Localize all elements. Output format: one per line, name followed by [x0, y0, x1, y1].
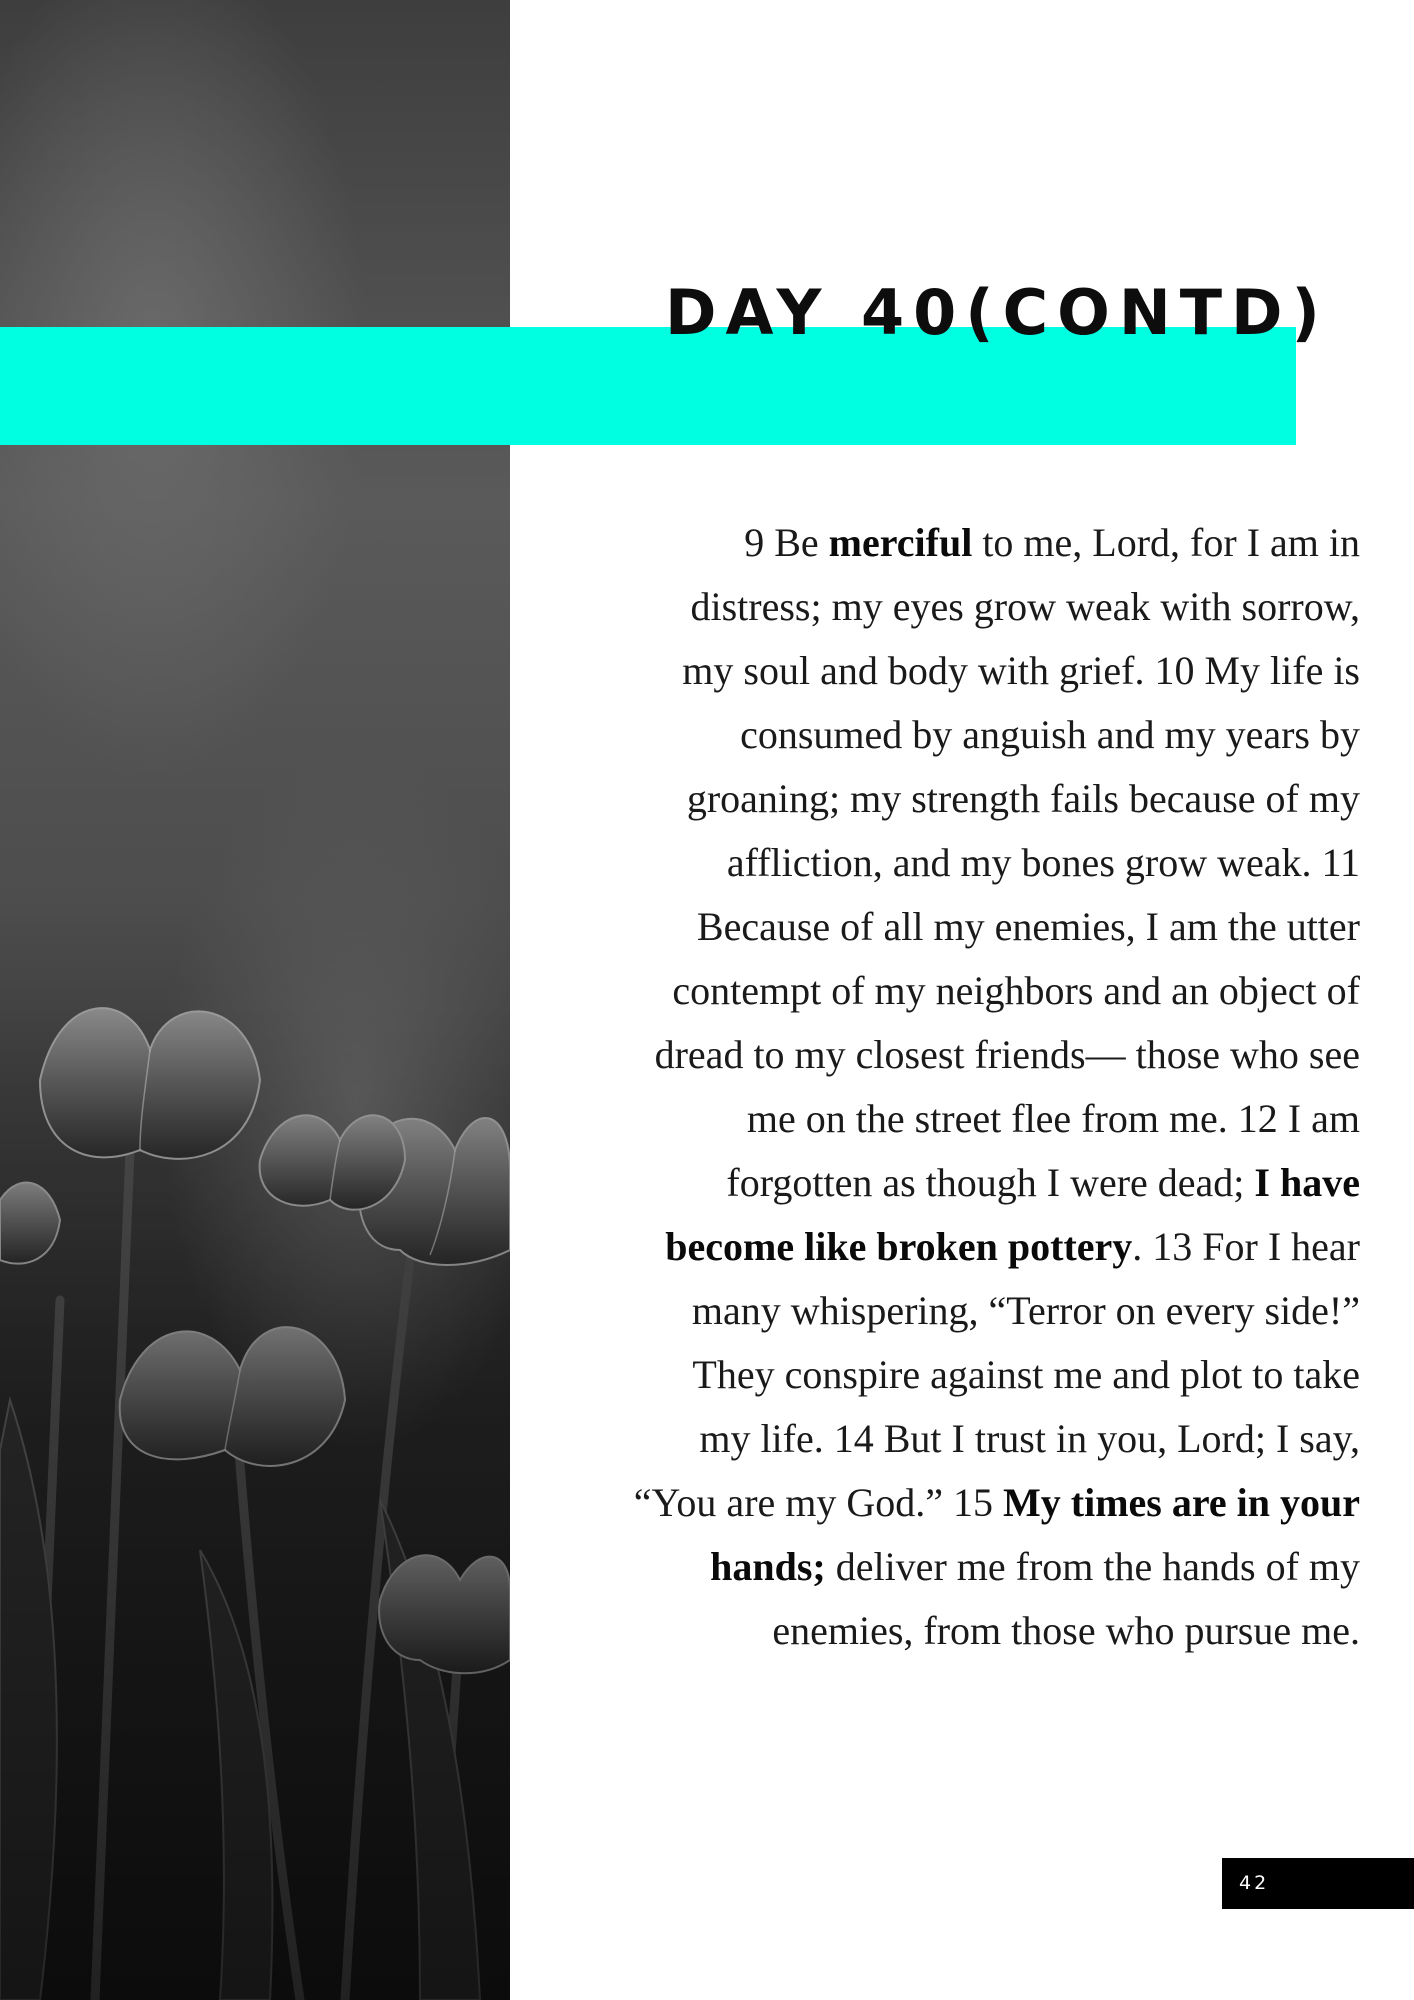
- verse-text: affliction, and my bones grow weak. 11: [726, 840, 1360, 885]
- verse-text: deliver me from the hands of my: [825, 1544, 1360, 1589]
- scripture-line: [560, 959, 1360, 1023]
- verse-text: groaning; my strength fails because of my: [686, 776, 1360, 821]
- verse-text: contempt of my neighbors and an object of: [672, 968, 1360, 1013]
- verse-text: forgotten as though I were dead;: [726, 1160, 1255, 1205]
- scripture-line: [560, 1279, 1360, 1343]
- verse-text: my soul and body with grief. 10 My life is: [682, 648, 1360, 693]
- scripture-line: [560, 1023, 1360, 1087]
- scripture-line: [560, 831, 1360, 895]
- scripture-line: [560, 1343, 1360, 1407]
- emphasis-text: My times are in your: [1003, 1480, 1360, 1525]
- emphasis-text: I have: [1254, 1160, 1360, 1205]
- page-number: 42: [1222, 1858, 1414, 1909]
- tulips-illustration: [0, 0, 510, 2000]
- verse-text: my life. 14 But I trust in you, Lord; I say,: [699, 1416, 1360, 1461]
- scripture-line: [560, 1471, 1360, 1535]
- scripture-line: [560, 1599, 1360, 1663]
- page-title: DAY 40(CONTD): [665, 276, 1329, 349]
- scripture-line: [560, 639, 1360, 703]
- emphasis-text: hands;: [710, 1544, 826, 1589]
- scripture-text: [560, 511, 1360, 1663]
- verse-text: to me, Lord, for I am in: [972, 520, 1360, 565]
- verse-text: me on the street flee from me. 12 I am: [746, 1096, 1360, 1141]
- scripture-line: [560, 1151, 1360, 1215]
- scripture-line: [560, 1535, 1360, 1599]
- scripture-line: [560, 1215, 1360, 1279]
- scripture-line: [560, 703, 1360, 767]
- scripture-line: [560, 895, 1360, 959]
- scripture-line: [560, 575, 1360, 639]
- verse-text: Because of all my enemies, I am the utter: [696, 904, 1360, 949]
- verse-text: consumed by anguish and my years by: [740, 712, 1360, 757]
- verse-text: “You are my God.” 15: [633, 1480, 1004, 1525]
- verse-text: . 13 For I hear: [1132, 1224, 1360, 1269]
- verse-text: many whispering, “Terror on every side!”: [691, 1288, 1360, 1333]
- tulips-photo: [0, 0, 510, 2000]
- emphasis-text: become like broken pottery: [665, 1224, 1133, 1269]
- scripture-line: [560, 1087, 1360, 1151]
- verse-text: dread to my closest friends— those who see: [654, 1032, 1360, 1077]
- emphasis-text: merciful: [828, 520, 973, 565]
- verse-text: enemies, from those who pursue me.: [772, 1608, 1360, 1653]
- verse-text: They conspire against me and plot to take: [692, 1352, 1360, 1397]
- verse-text: 9 Be: [744, 520, 829, 565]
- verse-text: distress; my eyes grow weak with sorrow,: [690, 584, 1360, 629]
- scripture-line: [560, 511, 1360, 575]
- scripture-line: [560, 1407, 1360, 1471]
- scripture-line: [560, 767, 1360, 831]
